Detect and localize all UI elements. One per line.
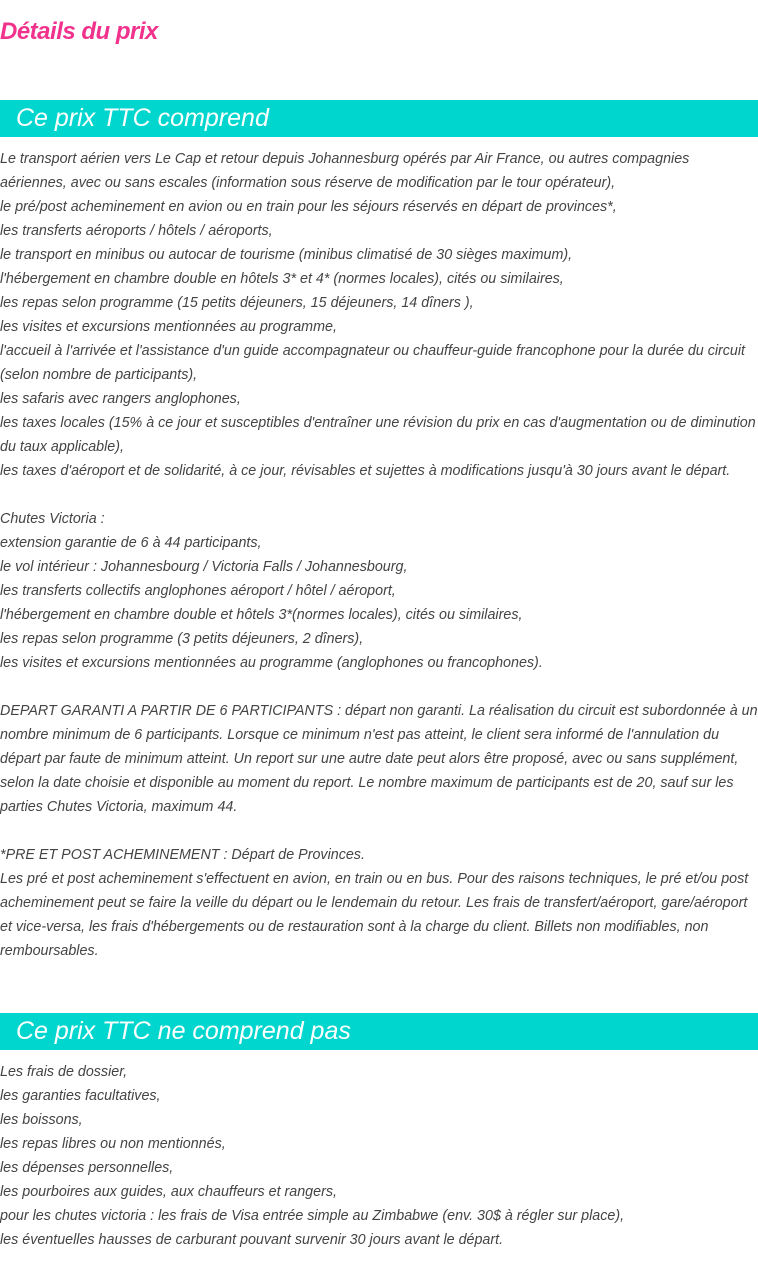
included-line: l'hébergement en chambre double en hôtels 3* et 4* (normes locales), cités ou similaires, [0, 271, 564, 287]
excluded-line: les boissons, [0, 1112, 83, 1128]
included-line: l'accueil à l'arrivée et l'assistance d'un guide accompagnateur ou chauffeur-guide francophone pour la durée du circuit (selon nombre de participants), [0, 343, 746, 383]
victoria-line: extension garantie de 6 à 44 participants, [0, 535, 262, 551]
excluded-line: les éventuelles hausses de carburant pouvant survenir 30 jours avant le départ. [0, 1232, 504, 1248]
excluded-line: les dépenses personnelles, [0, 1160, 174, 1176]
excluded-line: les pourboires aux guides, aux chauffeurs et rangers, [0, 1184, 337, 1200]
victoria-line: les repas selon programme (3 petits déjeuners, 2 dîners), [0, 631, 364, 647]
included-line: le transport en minibus ou autocar de tourisme (minibus climatisé de 30 sièges maximum), [0, 247, 573, 263]
included-line: les visites et excursions mentionnées au programme, [0, 319, 337, 335]
victoria-line: le vol intérieur : Johannesbourg / Victoria Falls / Johannesbourg, [0, 559, 408, 575]
included-line: les safaris avec rangers anglophones, [0, 391, 241, 407]
pre-post-text: Les pré et post acheminement s'effectuent en avion, en train ou en bus. Pour des raisons techniques, le pré et/ou post acheminement peut se faire la veille du départ ou le lendemain du retour. Les frais de transfert/aéroport, gare/aéroport et vice-versa, les frais d'hébergements ou de restauration sont à la charge du client. Billets non modifiables, non remboursables. [0, 871, 749, 959]
excluded-line: pour les chutes victoria : les frais de Visa entrée simple au Zimbabwe (env. 30$ à régler sur place), [0, 1208, 625, 1224]
excluded-line: les repas libres ou non mentionnés, [0, 1136, 226, 1152]
excluded-heading: Ce prix TTC ne comprend pas [0, 1013, 758, 1050]
included-section [0, 147, 758, 963]
included-line: les taxes d'aéroport et de solidarité, à ce jour, révisables et sujettes à modifications jusqu'à 30 jours avant le départ. [0, 463, 731, 479]
included-line: les repas selon programme (15 petits déjeuners, 15 déjeuners, 14 dîners ), [0, 295, 474, 311]
victoria-line: les visites et excursions mentionnées au programme (anglophones ou francophones). [0, 655, 543, 671]
pre-post-title: *PRE ET POST ACHEMINEMENT : Départ de Provinces. [0, 847, 365, 863]
included-line: le pré/post acheminement en avion ou en train pour les séjours réservés en départ de provinces*, [0, 199, 617, 215]
included-line: Le transport aérien vers Le Cap et retour depuis Johannesburg opérés par Air France, ou autres compagnies aériennes, avec ou sans escales (information sous réserve de modification par le tour opérateur), [0, 151, 690, 191]
victoria-line: l'hébergement en chambre double et hôtels 3*(normes locales), cités ou similaires, [0, 607, 523, 623]
excluded-line: les garanties facultatives, [0, 1088, 161, 1104]
excluded-section [0, 1060, 758, 1252]
included-line: les taxes locales (15% à ce jour et susceptibles d'entraîner une révision du prix en cas d'augmentation ou de diminution du taux applicable), [0, 415, 756, 455]
victoria-line: Chutes Victoria : [0, 511, 105, 527]
page-title: Détails du prix [0, 18, 158, 45]
included-line: les transferts aéroports / hôtels / aéroports, [0, 223, 273, 239]
excluded-line: Les frais de dossier, [0, 1064, 128, 1080]
included-heading: Ce prix TTC comprend [0, 100, 758, 137]
victoria-line: les transferts collectifs anglophones aéroport / hôtel / aéroport, [0, 583, 396, 599]
departure-note: DEPART GARANTI A PARTIR DE 6 PARTICIPANTS : départ non garanti. La réalisation du circuit est subordonnée à un nombre minimum de 6 participants. Lorsque ce minimum n'est pas atteint, le client sera informé de l'annulation du départ par faute de minimum atteint. Un report sur une autre date peut alors être proposé, avec ou sans supplément, selon la date choisie et disponible au moment du report. Le nombre maximum de participants est de 20, sauf sur les parties Chutes Victoria, maximum 44. [0, 703, 758, 815]
